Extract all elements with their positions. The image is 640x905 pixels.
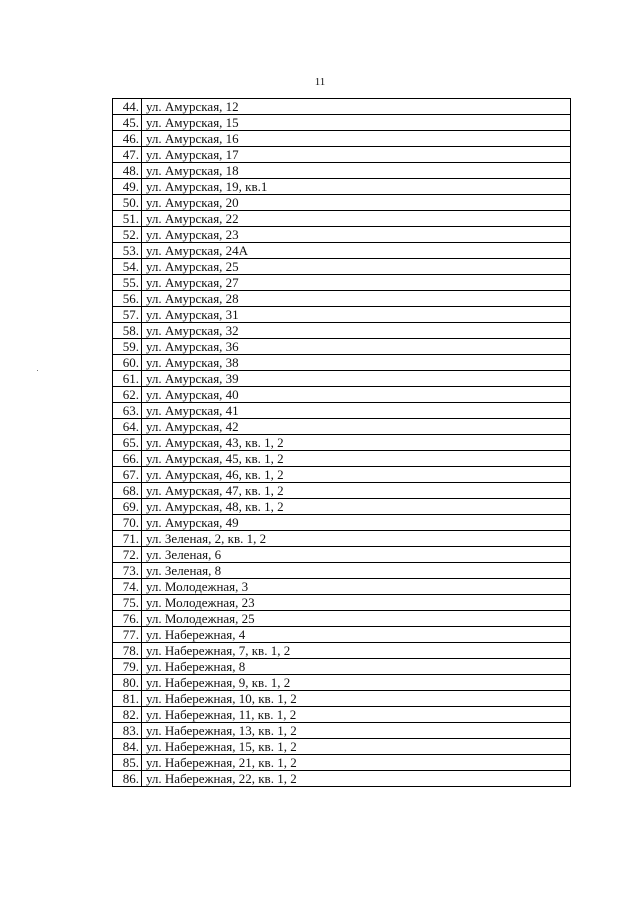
row-number: 45.	[113, 115, 142, 131]
row-number: 86.	[113, 771, 142, 787]
row-number: 82.	[113, 707, 142, 723]
row-address: ул. Амурская, 42	[142, 419, 571, 435]
table-row	[113, 483, 571, 499]
table-row	[113, 163, 571, 179]
row-number: 79.	[113, 659, 142, 675]
row-number: 47.	[113, 147, 142, 163]
row-number: 62.	[113, 387, 142, 403]
table-row	[113, 595, 571, 611]
row-number: 70.	[113, 515, 142, 531]
row-number: 56.	[113, 291, 142, 307]
row-number: 72.	[113, 547, 142, 563]
row-number: 63.	[113, 403, 142, 419]
row-address: ул. Амурская, 47, кв. 1, 2	[142, 483, 571, 499]
row-address: ул. Амурская, 24А	[142, 243, 571, 259]
row-address: ул. Амурская, 12	[142, 99, 571, 115]
row-address: ул. Амурская, 31	[142, 307, 571, 323]
row-address: ул. Амурская, 25	[142, 259, 571, 275]
row-address: ул. Амурская, 40	[142, 387, 571, 403]
table-row	[113, 195, 571, 211]
table-row	[113, 211, 571, 227]
table-row	[113, 115, 571, 131]
table-row	[113, 371, 571, 387]
row-number: 76.	[113, 611, 142, 627]
row-address: ул. Амурская, 38	[142, 355, 571, 371]
row-number: 60.	[113, 355, 142, 371]
table-row	[113, 227, 571, 243]
table-row	[113, 307, 571, 323]
row-address: ул. Амурская, 28	[142, 291, 571, 307]
row-address: ул. Набережная, 22, кв. 1, 2	[142, 771, 571, 787]
row-number: 52.	[113, 227, 142, 243]
row-number: 57.	[113, 307, 142, 323]
table-row	[113, 707, 571, 723]
row-number: 44.	[113, 99, 142, 115]
table-row	[113, 355, 571, 371]
row-address: ул. Молодежная, 25	[142, 611, 571, 627]
row-number: 46.	[113, 131, 142, 147]
row-address: ул. Амурская, 18	[142, 163, 571, 179]
table-row	[113, 243, 571, 259]
row-address: ул. Молодежная, 23	[142, 595, 571, 611]
row-number: 80.	[113, 675, 142, 691]
row-number: 74.	[113, 579, 142, 595]
row-address: ул. Амурская, 15	[142, 115, 571, 131]
table-row	[113, 387, 571, 403]
margin-mark	[37, 370, 38, 371]
row-address: ул. Амурская, 48, кв. 1, 2	[142, 499, 571, 515]
row-address: ул. Набережная, 21, кв. 1, 2	[142, 755, 571, 771]
table-row	[113, 179, 571, 195]
table-row	[113, 259, 571, 275]
table-row	[113, 403, 571, 419]
table-row	[113, 771, 571, 787]
row-address: ул. Амурская, 43, кв. 1, 2	[142, 435, 571, 451]
row-address: ул. Молодежная, 3	[142, 579, 571, 595]
row-address: ул. Амурская, 41	[142, 403, 571, 419]
row-number: 66.	[113, 451, 142, 467]
row-address: ул. Зеленая, 6	[142, 547, 571, 563]
table-row	[113, 291, 571, 307]
table-row	[113, 131, 571, 147]
page-number: 11	[314, 76, 326, 88]
row-number: 61.	[113, 371, 142, 387]
table-row	[113, 531, 571, 547]
row-address: ул. Амурская, 22	[142, 211, 571, 227]
row-address: ул. Набережная, 4	[142, 627, 571, 643]
table-row	[113, 147, 571, 163]
row-number: 49.	[113, 179, 142, 195]
table-row	[113, 419, 571, 435]
row-address: ул. Набережная, 7, кв. 1, 2	[142, 643, 571, 659]
table-row	[113, 467, 571, 483]
row-address: ул. Набережная, 8	[142, 659, 571, 675]
row-address: ул. Амурская, 16	[142, 131, 571, 147]
table-row	[113, 739, 571, 755]
row-address: ул. Амурская, 19, кв.1	[142, 179, 571, 195]
row-address: ул. Амурская, 32	[142, 323, 571, 339]
row-number: 75.	[113, 595, 142, 611]
row-address: ул. Амурская, 36	[142, 339, 571, 355]
row-number: 54.	[113, 259, 142, 275]
table-row	[113, 451, 571, 467]
row-number: 64.	[113, 419, 142, 435]
row-address: ул. Набережная, 11, кв. 1, 2	[142, 707, 571, 723]
address-table	[112, 98, 571, 787]
row-number: 53.	[113, 243, 142, 259]
row-number: 77.	[113, 627, 142, 643]
table-row	[113, 755, 571, 771]
row-number: 59.	[113, 339, 142, 355]
table-row	[113, 339, 571, 355]
row-number: 81.	[113, 691, 142, 707]
address-table-body	[113, 99, 571, 787]
table-row	[113, 659, 571, 675]
table-row	[113, 323, 571, 339]
row-number: 68.	[113, 483, 142, 499]
row-address: ул. Амурская, 27	[142, 275, 571, 291]
row-address: ул. Набережная, 10, кв. 1, 2	[142, 691, 571, 707]
row-number: 69.	[113, 499, 142, 515]
row-address: ул. Амурская, 46, кв. 1, 2	[142, 467, 571, 483]
table-row	[113, 563, 571, 579]
table-row	[113, 435, 571, 451]
row-number: 50.	[113, 195, 142, 211]
row-address: ул. Амурская, 17	[142, 147, 571, 163]
row-address: ул. Амурская, 49	[142, 515, 571, 531]
row-address: ул. Амурская, 45, кв. 1, 2	[142, 451, 571, 467]
row-number: 84.	[113, 739, 142, 755]
table-row	[113, 643, 571, 659]
table-row	[113, 579, 571, 595]
row-address: ул. Амурская, 39	[142, 371, 571, 387]
row-number: 67.	[113, 467, 142, 483]
row-address: ул. Набережная, 13, кв. 1, 2	[142, 723, 571, 739]
table-row	[113, 627, 571, 643]
row-number: 85.	[113, 755, 142, 771]
table-row	[113, 675, 571, 691]
row-address: ул. Амурская, 23	[142, 227, 571, 243]
row-number: 55.	[113, 275, 142, 291]
row-number: 73.	[113, 563, 142, 579]
table-row	[113, 611, 571, 627]
table-row	[113, 99, 571, 115]
row-number: 78.	[113, 643, 142, 659]
row-address: ул. Амурская, 20	[142, 195, 571, 211]
row-address: ул. Набережная, 9, кв. 1, 2	[142, 675, 571, 691]
table-row	[113, 547, 571, 563]
row-number: 58.	[113, 323, 142, 339]
row-address: ул. Зеленая, 8	[142, 563, 571, 579]
table-row	[113, 499, 571, 515]
table-row	[113, 275, 571, 291]
table-row	[113, 515, 571, 531]
table-row	[113, 691, 571, 707]
row-number: 71.	[113, 531, 142, 547]
row-number: 65.	[113, 435, 142, 451]
table-row	[113, 723, 571, 739]
row-number: 48.	[113, 163, 142, 179]
row-number: 83.	[113, 723, 142, 739]
row-address: ул. Набережная, 15, кв. 1, 2	[142, 739, 571, 755]
row-address: ул. Зеленая, 2, кв. 1, 2	[142, 531, 571, 547]
row-number: 51.	[113, 211, 142, 227]
